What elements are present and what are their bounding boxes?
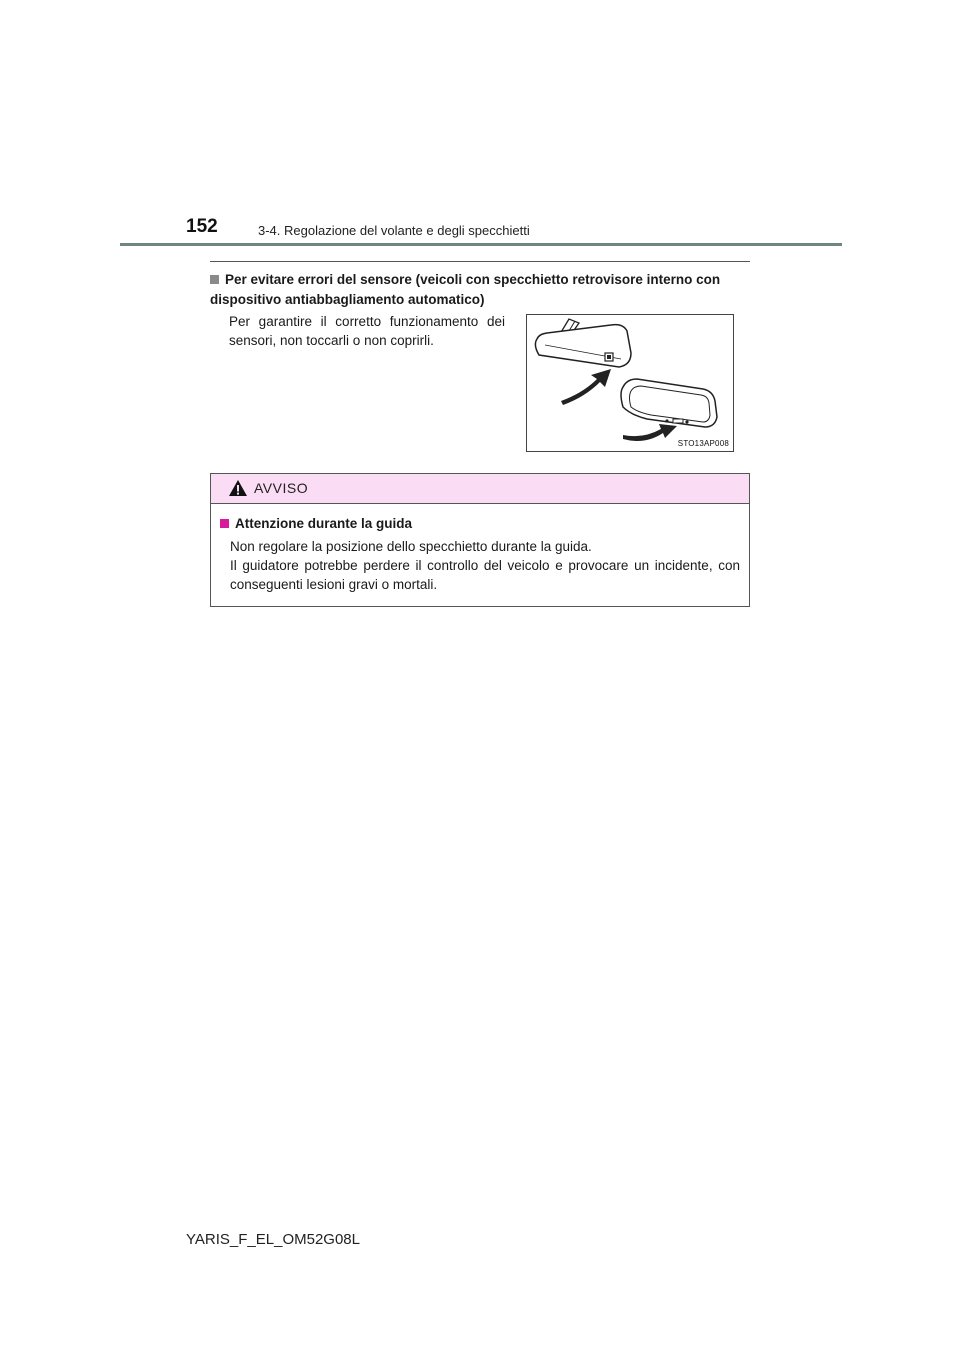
page-number: 152 <box>186 216 218 237</box>
warning-subheading-text: Attenzione durante la guida <box>235 516 413 531</box>
section-bullet-icon <box>210 275 219 284</box>
section-header: 3-4. Regolazione del volante e degli specchietti <box>258 223 530 238</box>
warning-box <box>210 473 750 607</box>
figure-code: STO13AP008 <box>677 439 729 448</box>
warning-header <box>211 474 749 504</box>
section-divider <box>210 261 750 262</box>
rearview-mirror-illustration <box>527 315 733 451</box>
section-body: Per garantire il corretto funzionamento dei sensori, non toccarli o non coprirli. <box>229 314 505 348</box>
warning-title: AVVISO <box>254 480 309 496</box>
section-heading-text: Per evitare errori del sensore (veicoli con specchietto retrovisore interno con dispositivo antiabbagliamento automatico) <box>210 272 721 307</box>
warning-paragraph: Non regolare la posizione dello specchietto durante la guida. <box>230 539 592 554</box>
warning-subheading <box>220 516 412 531</box>
mirror-figure <box>526 314 734 452</box>
warning-paragraph: Il guidatore potrebbe perdere il controllo del veicolo e provocare un incidente, con conseguenti lesioni gravi o mortali. <box>230 558 740 592</box>
header-rule <box>120 243 842 246</box>
warning-body <box>230 537 740 594</box>
warning-bullet-icon <box>220 519 229 528</box>
section-heading <box>210 270 750 310</box>
warning-triangle-icon <box>228 479 248 497</box>
footer-doc-code: YARIS_F_EL_OM52G08L <box>186 1231 360 1248</box>
